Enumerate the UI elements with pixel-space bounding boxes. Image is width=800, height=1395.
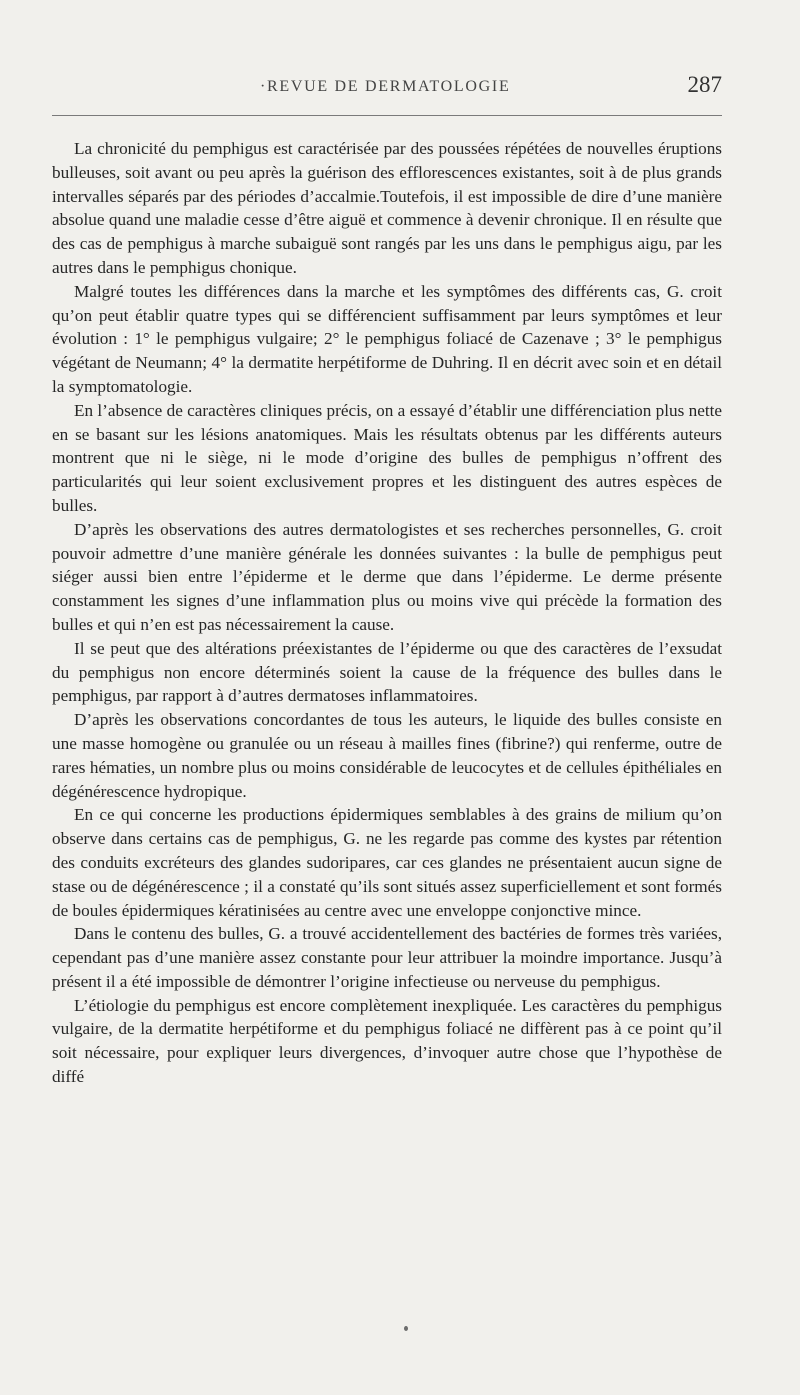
page-number: 287: [687, 72, 722, 97]
paragraph-milium: En ce qui concerne les productions épidermiques semblables à des grains de milium qu’on observe dans certains cas de pemphigus, G. ne les regarde pas comme des kystes par rétention des conduits excréteurs des glandes sudoripares, car ces glandes ne présentaient aucun signe de stase ou de dégénérescence ; il a constaté qu’ils sont situés assez superficiellement et sont formés de boules épidermiques kératinisées au centre avec une enveloppe conjonctive mince.: [52, 805, 722, 920]
ink-speck: [404, 1326, 408, 1331]
paragraph-differentiation: En l’absence de caractères cliniques précis, on a essayé d’établir une différenciation plus nette en se basant sur les lésions anatomiques. Mais les résultats obtenus par les différents auteurs montrent que ni le siège, ni le mode d’origine des bulles de pemphigus n’offrent des particularités qui leur soient exclusivement propres et les distinguent des autres espèces de bulles.: [52, 400, 722, 515]
paragraph-bacteria: Dans le contenu des bulles, G. a trouvé accidentellement des bactéries de formes très variées, cependant pas d’une manière assez constante pour leur attribuer la moindre importance. Jusqu’à présent il a été impossible de démontrer l’origine infectieuse ou nerveuse du pemphigus.: [52, 924, 722, 991]
article-body: [52, 137, 722, 1089]
paragraph-observations: D’après les observations des autres dermatologistes et ses recherches personnelles, G. croit pouvoir admettre d’une manière générale les données suivantes : la bulle de pemphigus peut siéger aussi bien entre l’épiderme et le derme que dans l’épiderme. Le derme présente constamment les signes d’une inflammation plus ou moins vive qui précède la formation des bulles et qui n’en est pas nécessairement la cause.: [52, 519, 722, 634]
running-title: ·REVUE DE DERMATOLOGIE: [260, 78, 511, 95]
paragraph-etiology: L’étiologie du pemphigus est encore complètement inexpliquée. Les caractères du pemphigus vulgaire, de la dermatite herpétiforme et du pemphigus foliacé ne diffèrent pas à ce point qu’il soit nécessaire, pour expliquer leurs divergences, d’invoquer autre chose que l’hypothèse de diffé: [52, 995, 722, 1087]
paragraph-four-types: Malgré toutes les différences dans la marche et les symptômes des différents cas, G. croit qu’on peut établir quatre types qui se différencient suffisamment par leurs symptômes et leur évolution : 1° le pemphigus vulgaire; 2° le pemphigus foliacé de Cazenave ; 3° le pemphigus végétant de Neumann; 4° la dermatite herpétiforme de Duhring. Il en décrit avec soin et en détail la symptomatologie.: [52, 281, 722, 396]
paragraph-chronicity: La chronicité du pemphigus est caractérisée par des poussées répétées de nouvelles éruptions bulleuses, soit avant ou peu après la guérison des efflorescences existantes, soit à de plus grands intervalles séparés par des périodes d’accalmie.Toutefois, il est impossible de dire d’une manière absolue quand une maladie cesse d’être aiguë et commence à devenir chronique. Il en résulte que des cas de pemphigus à marche subaiguë sont rangés par les uns dans le pemphigus aigu, par les autres dans le pemphigus chonique.: [52, 139, 722, 277]
page-header: [52, 72, 722, 102]
header-rule: [52, 115, 722, 116]
paragraph-bulla-fluid: D’après les observations concordantes de tous les auteurs, le liquide des bulles consiste en une masse homogène ou granulée ou un réseau à mailles fines (fibrine?) qui renferme, outre de rares hématies, un nombre plus ou moins considérable de leucocytes et de cellules épithéliales en dégénérescence hydropique.: [52, 710, 722, 801]
paragraph-alterations: Il se peut que des altérations préexistantes de l’épiderme ou que des caractères de l’exsudat du pemphigus non encore déterminés soient la cause de la fréquence des bulles dans le pemphigus, par rapport à d’autres dermatoses inflammatoires.: [52, 638, 722, 706]
